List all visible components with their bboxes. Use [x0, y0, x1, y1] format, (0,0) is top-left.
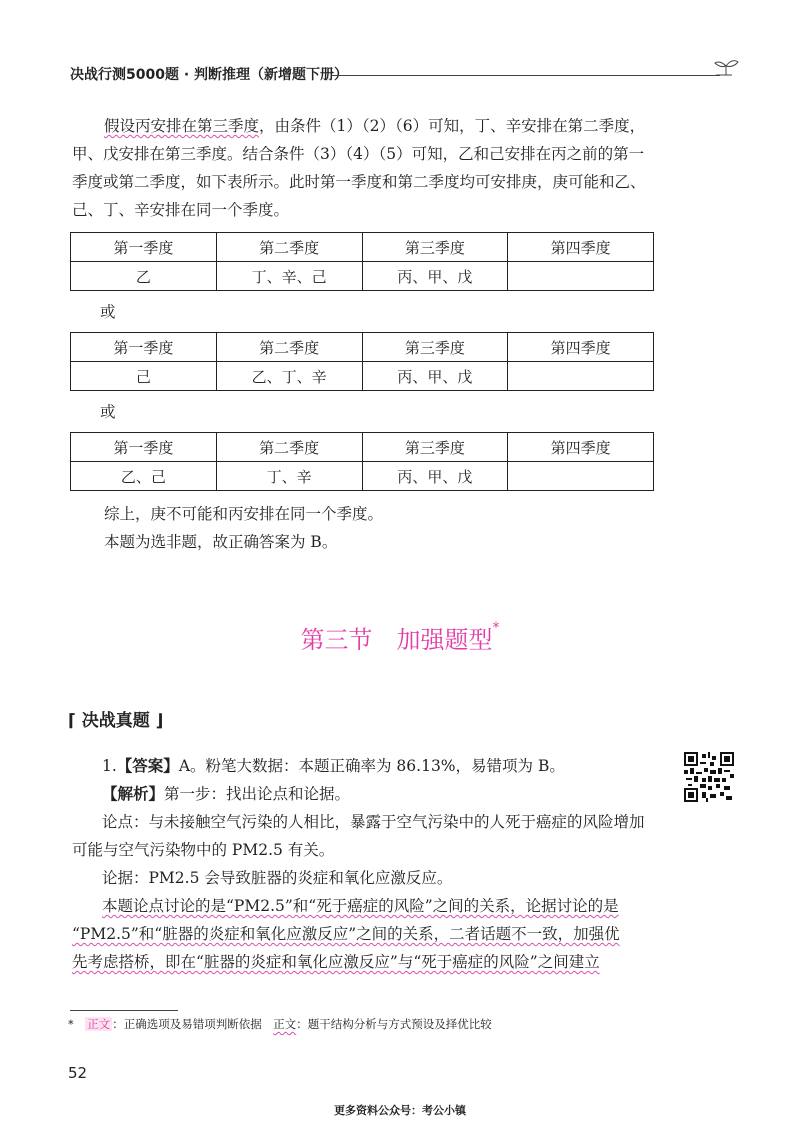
footnote-rule [70, 1010, 178, 1011]
or-label: 或 [100, 403, 116, 421]
evidence-line: 论据：PM2.5 会导致脏器的炎症和氧化应激反应。 [102, 869, 453, 887]
argument-line-1: 论点：与未接触空气污染的人相比，暴露于空气污染中的人死于癌症的风险增加 [102, 813, 645, 831]
table-header: 第二季度 [216, 333, 362, 362]
table-cell: 丙、甲、戊 [362, 462, 508, 491]
conclusion-1: 综上，庚不可能和丙安排在同一个季度。 [104, 505, 384, 523]
table-cell: 丙、甲、戊 [362, 262, 508, 291]
table-cell [508, 462, 654, 491]
table-row [71, 462, 654, 491]
table-header: 第四季度 [508, 333, 654, 362]
table-cell [508, 362, 654, 391]
or-label: 或 [100, 303, 116, 321]
table-header: 第三季度 [362, 433, 508, 462]
section-mark: * [492, 620, 500, 636]
section-title: 第三节 加强题型* [300, 620, 500, 654]
table-header: 第四季度 [508, 433, 654, 462]
subhead: ⌈ 决战真题 ⌋ [68, 711, 164, 731]
table-header-row [71, 433, 654, 462]
table-row [71, 362, 654, 391]
table-cell: 乙、丁、辛 [216, 362, 362, 391]
bottom-note: 更多资料公众号：考公小镇 [334, 1104, 466, 1117]
table-header: 第二季度 [216, 233, 362, 262]
table-header: 第二季度 [216, 433, 362, 462]
footnote: * 正文 ：正确选项及易错项判断依据 正文：题干结构分析与方式预设及择优比较 [68, 1017, 492, 1031]
intro-line-2: 甲、戊安排在第三季度。结合条件（3）（4）（5）可知，乙和己安排在丙之前的第一 [72, 145, 645, 163]
table-header: 第一季度 [71, 433, 217, 462]
footnote-tag-2: 正文 [273, 1017, 297, 1031]
table-cell: 乙、己 [71, 462, 217, 491]
table-header: 第一季度 [71, 333, 217, 362]
table-header-row [71, 333, 654, 362]
table-header: 第四季度 [508, 233, 654, 262]
analysis-tag: 【解析】 [102, 784, 165, 803]
discussion-line-1: 本题论点讨论的是“PM2.5”和“死于癌症的风险”之间的关系，论据讨论的是 [102, 897, 619, 915]
conclusion-2: 本题为选非题，故正确答案为 B。 [104, 533, 338, 551]
argument-line-2: 可能与空气污染物中的 PM2.5 有关。 [72, 841, 335, 859]
quarter-table-2 [70, 332, 654, 391]
sprout-icon [712, 56, 740, 78]
page-number: 52 [68, 1064, 88, 1082]
answer-line: 1.【答案】A。粉笔大数据：本题正确率为 86.13%，易错项为 B。 [102, 756, 565, 775]
analysis-line: 【解析】第一步：找出论点和论据。 [102, 784, 351, 803]
table-header-row [71, 233, 654, 262]
discussion-line-3: 先考虑搭桥，即在“脏器的炎症和氧化应激反应”与“死于癌症的风险”之间建立 [72, 953, 600, 971]
qr-code-icon [684, 752, 734, 802]
table-row [71, 262, 654, 291]
table-cell: 乙 [71, 262, 217, 291]
table-header: 第三季度 [362, 333, 508, 362]
intro-line-3: 季度或第二季度，如下表所示。此时第一季度和第二季度均可安排庚，庚可能和乙、 [72, 173, 646, 191]
answer-tag: 【答案】 [116, 756, 179, 775]
table-header: 第一季度 [71, 233, 217, 262]
header-rule [332, 75, 720, 76]
intro-line-1: 假设丙安排在第三季度，由条件（1）（2）（6）可知，丁、辛安排在第二季度， [104, 117, 646, 135]
quarter-table-1 [70, 232, 654, 291]
footnote-tag-1: 正文 [87, 1017, 111, 1031]
table-cell: 丁、辛 [216, 462, 362, 491]
quarter-table-3 [70, 432, 654, 491]
discussion-line-2: “PM2.5”和“脏器的炎症和氧化应激反应”之间的关系，二者话题不一致，加强优 [72, 925, 620, 943]
intro-line-4: 己、丁、辛安排在同一个季度。 [72, 201, 290, 219]
intro-underlined: 假设丙安排在第三季度 [104, 117, 260, 135]
running-header: 决战行测5000题 · 判断推理（新增题下册） [70, 67, 349, 83]
table-header: 第三季度 [362, 233, 508, 262]
table-cell: 己 [71, 362, 217, 391]
table-cell [508, 262, 654, 291]
table-cell: 丙、甲、戊 [362, 362, 508, 391]
table-cell: 丁、辛、己 [216, 262, 362, 291]
